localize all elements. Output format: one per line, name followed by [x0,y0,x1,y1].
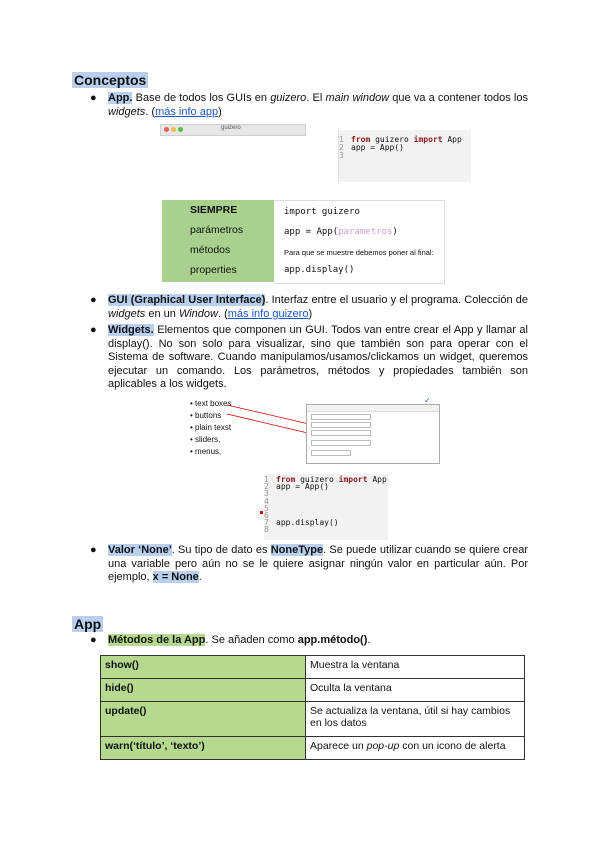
line-number: 1 [339,135,344,144]
section-title-conceptos: Conceptos [74,72,147,88]
text: con un icono de alerta [399,740,506,752]
code-text: app = App() [351,143,404,152]
label-siempre: SIEMPRE [190,204,238,216]
table-row [101,656,525,679]
bullet-gui [90,294,528,321]
code-text: App [367,475,387,484]
text: . [367,634,371,646]
arrow-line [227,405,309,424]
text: . Su tipo de dato es [171,544,271,556]
window-titlebar [160,124,306,136]
line-number: 2 [264,482,269,492]
code-app-params [284,227,398,237]
text: . Se añaden como [205,634,298,646]
bullet-dot: ● [90,544,97,556]
description-cell [306,737,525,760]
link-mas-info-guizero[interactable]: más info guizero [227,307,309,320]
list-item: • text boxes [190,399,232,408]
code-keyword: from [276,475,296,484]
method-cell: show() [101,656,306,679]
link-mas-info-app[interactable]: más info app [155,105,219,118]
description-cell: Se actualiza la ventana, útil si hay cambios en los datos [306,702,525,737]
list-item-label: plain texst [195,423,232,432]
text: . ( [145,105,156,118]
description-cell: Oculta la ventana [306,679,525,702]
methods-table [100,655,525,760]
table-row [101,737,525,760]
code-block-2 [264,474,388,540]
list-item: • sliders, [190,435,221,444]
code-keyword: import [413,135,443,144]
line-number: 7 [264,518,269,528]
text-em: Window [178,307,218,320]
text: ) [218,105,222,118]
list-item-label: sliders, [195,435,221,444]
line-number: 8 [264,525,269,535]
code-keyword: from [351,135,371,144]
code-text: app.display() [276,518,339,528]
breakpoint-icon [260,511,263,514]
display-note: Para que se muestre debemos poner al final: [284,248,434,257]
code-keyword: import [338,475,368,484]
code-app-metodo: app.método() [297,634,368,646]
line-number: 2 [339,143,344,152]
window-title: guizero [221,125,241,131]
text-em: main window [325,92,390,104]
code-text: guizero [295,475,339,484]
line-number: 4 [264,496,269,506]
text: ) [308,307,313,320]
code-text: app = App() [276,482,329,492]
line-number: 3 [264,489,269,499]
text: . Se puede utilizar cuando se quiere crear una variable pero aún no se le quiere asignar ningún valor en particular aún. Por ejemplo, [108,544,528,583]
text-em: guizero [270,92,307,104]
list-item-label: menus, [195,447,222,456]
term-gui: GUI (Graphical User Interface) [108,294,266,306]
term-metodos: Métodos de la App [108,634,206,646]
line-number: 1 [264,475,269,484]
text-em: pop-up [366,740,400,752]
green-label-column [162,200,274,282]
text: en un [145,307,179,320]
text: . El [306,92,326,104]
line-number: 5 [264,503,269,513]
sample-button [311,440,371,446]
sample-textbox [311,450,351,456]
code-text: guizero [370,135,414,144]
text: Elementos que componen un GUI. Todos van entre crear el App y llamar al display(). No son solo para visualizar, sino que también son para operar con el Sistema de software. Cuando manipulamos/usamos/clickamos un widget, queremos ejecutar un comando. Los parámetros, métodos y propiedades también son aplicables a los widgets. [108,324,528,390]
method-cell: warn(‘título’, ‘texto’) [101,737,306,760]
bullet-dot: ● [90,324,97,336]
code-text: App [442,135,462,144]
code-display: app.display() [284,265,355,275]
method-cell: hide() [101,679,306,702]
label-parametros: parámetros [190,224,244,236]
bullet-dot: ● [90,294,97,306]
checkmark-icon: ✓ [424,396,431,405]
term-nonetype: NoneType [270,544,324,556]
line-number: 3 [339,151,344,160]
green-table-right [274,200,445,284]
label-properties: properties [190,264,237,276]
table-row [101,679,525,702]
text: que va a contener todos los [389,92,528,104]
example-x-none: x = None [152,571,199,583]
sample-textbox [311,422,371,428]
bullet-metodos [90,634,528,647]
bullet-dot: ● [90,92,97,104]
text: Base de todos los GUIs en [132,92,271,104]
bullet-valor-none [90,544,528,585]
list-item: • plain texst [190,423,232,432]
text-em: widgets [108,105,146,118]
list-item-label: buttons [195,411,222,420]
sample-app-window [306,404,440,464]
text: . Interfaz entre el usuario y el programa. Colección de [265,294,528,306]
term-widgets: Widgets. [108,324,154,336]
sample-titlebar [307,405,439,412]
description-cell: Muestra la ventana [306,656,525,679]
text: . ( [217,307,228,320]
bullet-dot: ● [90,634,97,646]
table-row [101,702,525,737]
text: Aparece un [310,740,367,752]
maximize-dot-icon [178,127,183,132]
label-metodos: métodos [190,244,231,256]
bullet-widgets [90,324,528,392]
close-dot-icon [164,127,169,132]
list-item-label: text boxes [195,399,232,408]
sample-textbox [311,414,371,420]
code-text: app = App( [284,227,339,237]
bullet-app [90,92,528,119]
text: . [198,571,202,583]
sample-textbox [311,430,371,436]
line-number: 6 [264,511,269,521]
code-param: parametros [338,227,393,237]
text-em: widgets [108,307,146,320]
minimize-dot-icon [171,127,176,132]
method-cell: update() [101,702,306,737]
term-app: App. [108,92,133,104]
list-item: • menus, [190,447,222,456]
section-title-app: App [74,616,102,632]
term-valor-none: Valor ‘None’ [108,544,172,556]
code-text: ) [392,227,398,237]
code-block-1 [338,130,471,182]
list-item: • buttons [190,411,222,420]
code-import: import guizero [284,207,360,217]
